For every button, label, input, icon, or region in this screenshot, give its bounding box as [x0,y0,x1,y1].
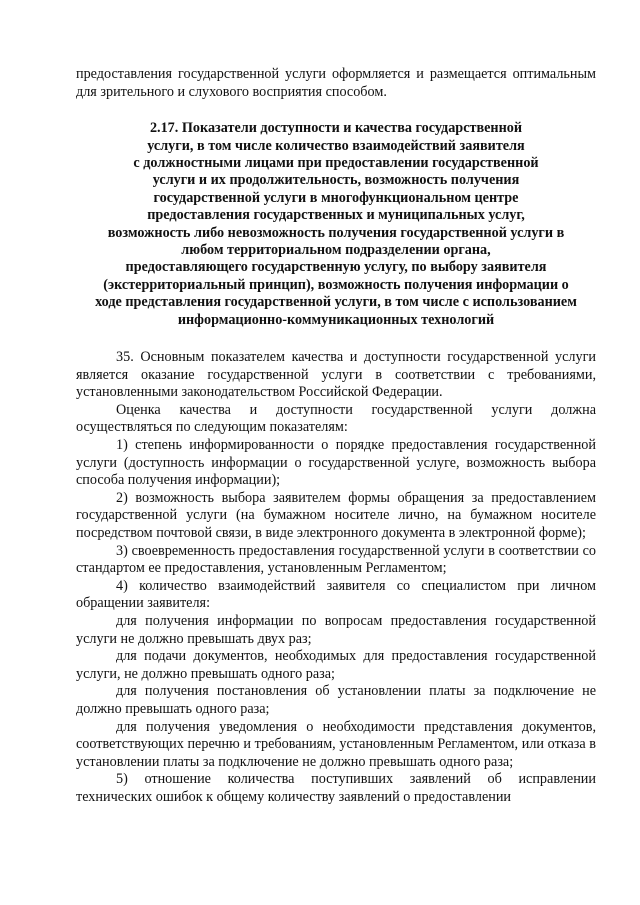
sub-item-information: для получения информации по вопросам предоставления государственной услуги не должно превышать двух раз; [76,612,596,647]
heading-line: информационно-коммуникационных технологий [177,311,495,328]
paragraph-quality-assessment: Оценка качества и доступности государственной услуги должна осуществляться по следующим показателям: [76,401,596,436]
sub-item-resolution: для получения постановления об установлении платы за подключение не должно превышать одного раза; [76,683,596,717]
list-item-5: 5) отношение количества поступивших заявлений об исправлении технических ошибок к общему количеству заявлений о предоставлении [76,771,596,805]
list-item-2: 2) возможность выбора заявителем формы обращения за предоставлением государственной услуги (на бумажном носителе лично, на бумажном носителе посредством почтовой связи, в виде электронного документа в электронной форме); [76,489,596,541]
heading-line: возможность либо невозможность получения государственной услуги в [107,224,565,241]
section-heading [76,120,596,329]
list-item-3: 3) своевременность предоставления государственной услуги в соответствии со стандартом ее предоставления, установленным Регламентом; [76,542,596,577]
heading-line: государственной услуги в многофункциональном центре [153,189,519,206]
sub-item-notification: для получения уведомления о необходимости представления документов, соответствующих перечню и требованиям, установленным Регламентом, или отказа в установлении платы за подключение не должно превышать одного раза; [76,718,596,770]
heading-line: 2.17. Показатели доступности и качества государственной [149,120,523,137]
heading-line: с должностными лицами при предоставлении государственной [133,155,539,171]
list-item-1: 1) степень информированности о порядке предоставления государственной услуги (доступность информации о государственной услуге, возможность выбора способа получения информации); [76,437,596,489]
list-item-4: 4) количество взаимодействий заявителя со специалистом при личном обращении заявителя: [76,577,596,612]
sub-item-documents: для подачи документов, необходимых для предоставления государственной услуги, не должно превышать одного раза; [76,648,596,682]
heading-line: предоставления государственных и муниципальных услуг, [147,207,525,224]
heading-line: услуги и их продолжительность, возможность получения [152,172,520,189]
heading-line: любом территориальном подразделении органа, [181,242,491,259]
heading-line: предоставляющего государственную услугу, по выбору заявителя [125,259,547,276]
heading-line: услуги, в том числе количество взаимодействий заявителя [147,137,525,154]
paragraph-item-35: 35. Основным показателем качества и доступности государственной услуги является оказание государственной услуги в соответствии с требованиями, установленными законодательством Российской Федерации. [76,349,596,401]
heading-line: (экстерриториальный принцип), возможность получения информации о [103,276,569,293]
heading-line: ходе представления государственной услуги, в том числе с использованием [95,294,577,311]
intro-paragraph: предоставления государственной услуги оформляется и размещается оптимальным для зрительного и слухового восприятия способом. [76,66,596,100]
